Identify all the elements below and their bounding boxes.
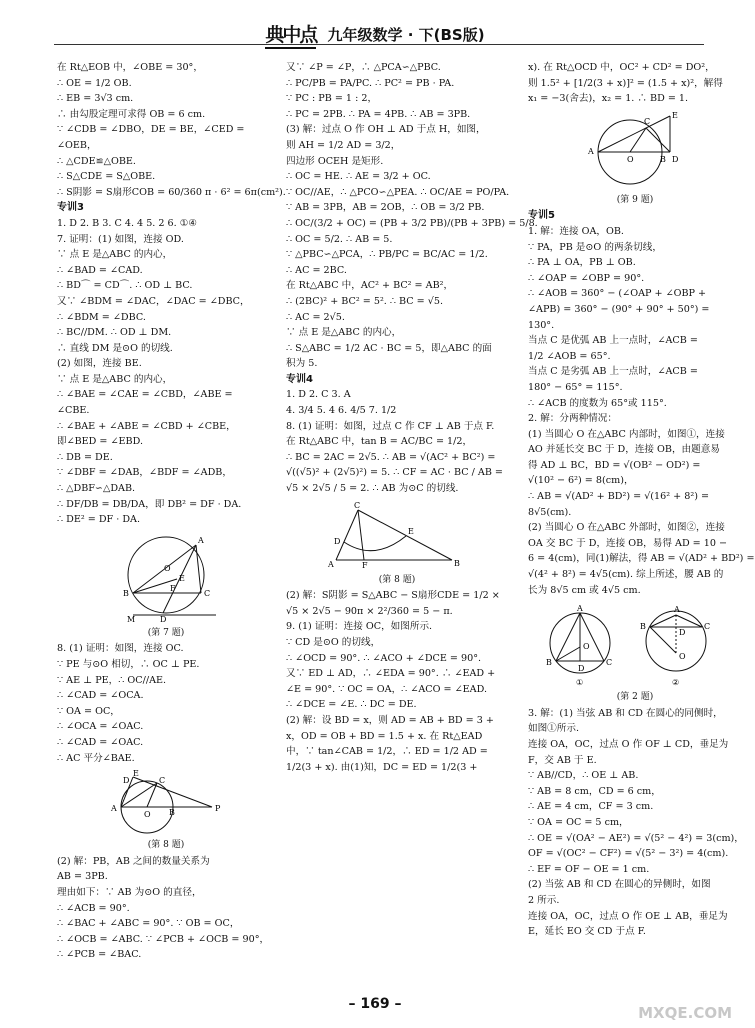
column-3: [528, 60, 755, 940]
label-E: E: [672, 110, 678, 120]
text-line: (2) 当圆心 O 在△ABC 外部时，如图②，连接: [528, 522, 725, 534]
text-line: ∴ AC = 2BC.: [286, 264, 347, 276]
text-line: ∴ ∠OCB = ∠ABC. ∵ ∠PCB + ∠OCB = 90°，: [57, 933, 270, 945]
figure-caption: (第 9 题): [616, 194, 654, 205]
text-line: ∴ ∠CAD = ∠OCA.: [57, 690, 144, 702]
text-line: 如图①所示.: [528, 723, 580, 735]
label-B: B: [546, 658, 552, 668]
text-line: ∵ AB//CD，∴ OE ⊥ AB.: [528, 770, 639, 782]
text-line: ∴ DF/DB = DB/DA，即 DB² = DF · DA.: [57, 498, 242, 510]
text-line: 则 AH = 1/2 AD = 3/2，: [286, 139, 401, 151]
text-line: ∴ ∠BAE = ∠CAE = ∠CBD，∠ABE =: [57, 389, 233, 401]
text-line: ∴ △DBF∽△DAB.: [57, 483, 136, 495]
label-C: C: [159, 776, 166, 786]
book-title: 九年级数学 · 下(BS版): [327, 26, 485, 44]
text-line: 在 Rt△ABC 中，AC² + BC² = AB²，: [286, 280, 454, 292]
text-line: 则 1.5² + [1/2(3 + x)]² = (1.5 + x)²，解得: [528, 77, 723, 89]
text-line: AB = 3PB.: [57, 871, 108, 883]
text-line: ∴ OE = √(OA² − AE²) = √(5² − 4²) = 3(cm)，: [528, 832, 744, 844]
label-A: A: [328, 559, 334, 569]
text-line: x₁ = −3(舍去)，x₂ = 1. ∴ BD = 1.: [528, 93, 689, 105]
figure-caption: (第 7 题): [147, 627, 185, 638]
label-O: O: [583, 642, 590, 652]
text-line: ∴ ∠OCA = ∠OAC.: [57, 721, 144, 733]
text-line: ∵ 点 E 是△ABC 的内心，: [57, 249, 173, 261]
text-line: 6 = 4(cm)，同(1)解法，得 AB = √(AD² + BD²) =: [528, 553, 755, 565]
text-line: ∴ OC = 5/2. ∴ AB = 5.: [286, 233, 393, 245]
text-line: ∴ AB = √(AD² + BD²) = √(16² + 8²) =: [528, 491, 710, 503]
text-line: ∴ OE = 1/2 OB.: [57, 77, 132, 89]
text-line: ∵ △PBC∽△PCA，∴ PB/PC = BC/AC = 1/2.: [286, 249, 488, 261]
text-line: ∴ S△ABC = 1/2 AC · BC = 5，即△ABC 的面: [286, 342, 492, 354]
label-A: A: [111, 804, 117, 814]
label-C: C: [704, 622, 711, 632]
text-line: ∵ 点 E 是△ABC 的内心，: [57, 373, 173, 385]
text-line: ∴ ∠BAE + ∠ABE = ∠CBD + ∠CBE，: [57, 420, 236, 432]
text-line: 又∵ ED ⊥ AD，∴ ∠EDA = 90°. ∴ ∠EAD +: [286, 668, 496, 680]
text-line: 1. 解：连接 OA，OB.: [528, 225, 624, 237]
text-line: ∴ AE = 4 cm，CF = 3 cm.: [528, 801, 654, 813]
label-D: D: [578, 664, 585, 674]
text-line: ∴ ∠PCB = ∠BAC.: [57, 949, 142, 961]
text-line: (2) 如图，连接 BE.: [57, 358, 142, 370]
text-line: OF = √(OC² − CF²) = √(5² − 3²) = 4(cm).: [528, 848, 729, 860]
watermark: MXQE.COM: [638, 1004, 732, 1022]
text-line: 1/2(3 + x). 由(1)知，DC = ED = 1/2(3 +: [286, 761, 478, 773]
text-line: ∠APB) = 360° − (90° + 90° + 50°) =: [528, 303, 710, 315]
text-line: x). 在 Rt△OCD 中，OC² + CD² = DO²，: [528, 62, 715, 73]
label-E: E: [179, 573, 185, 583]
text-line: (2) 解：PB，AB 之间的数量关系为: [57, 855, 210, 867]
text-line: 连接 OA，OC，过点 O 作 OE ⊥ AB，垂足为: [528, 910, 728, 922]
text-line: 连接 OA，OC，过点 O 作 OF ⊥ CD，垂足为: [528, 739, 729, 750]
label-B: B: [454, 558, 460, 568]
text-line: 四边形 OCEH 是矩形.: [286, 155, 384, 167]
text-line: ∴ BD⌒ = CD⌒. ∴ OD ⊥ BC.: [57, 280, 193, 292]
text-line: ∵ PC : PB = 1 : 2，: [286, 93, 378, 105]
text-line: ∵ AE ⊥ PE，∴ OC//AE.: [57, 674, 167, 686]
text-line: ∵ PE 与⊙O 相切，∴ OC ⊥ PE.: [57, 659, 200, 670]
text-line: ∴ EB = 3√3 cm.: [57, 93, 134, 105]
label-A: A: [588, 146, 594, 156]
text-line: OA 交 BC 于 D，连接 OB，易得 AD = 10 −: [528, 537, 728, 549]
text-line: x，OD = OB + BD = 1.5 + x. 在 Rt△EAD: [286, 730, 483, 742]
text-line: ∴ DE² = DF · DA.: [57, 514, 140, 526]
text-line: √(10² − 6²) = 8(cm)，: [528, 475, 634, 487]
label-C: C: [644, 116, 651, 126]
text-line: ∴ ∠BDM = ∠DBC.: [57, 311, 146, 323]
text-line: ∵ OC//AE，∴ △PCO∽△PEA. ∴ OC/AE = PO/PA.: [286, 186, 510, 198]
figure-sub-label: ①: [576, 678, 584, 688]
text-line: √(4² + 8²) = 4√5(cm). 综上所述，腰 AB 的: [528, 569, 724, 581]
text-line: 又∵ ∠BDM = ∠DAC，∠DAC = ∠DBC，: [57, 295, 250, 307]
label-B: B: [660, 154, 666, 164]
text-line: (2) 解：S阴影 = S△ABC − S扇形CDE = 1/2 ×: [286, 590, 500, 602]
text-line: (3) 解：过点 O 作 OH ⊥ AD 于点 H，如图，: [286, 124, 486, 136]
text-line: ∴ ∠CAD = ∠OAC.: [57, 736, 144, 748]
text-line: F，交 AB 于 E.: [528, 754, 597, 766]
text-line: ∴ OC/(3/2 + OC) = (PB + 3/2 PB)/(PB + 3PB) = 5/8.: [286, 217, 538, 229]
text-line: ∠OEB，: [57, 139, 97, 151]
text-line: ∴ OC = HE. ∴ AE = 3/2 + OC.: [286, 171, 431, 183]
text-line: ∵ OA = OC = 5 cm，: [528, 816, 629, 828]
text-line: 130°.: [528, 319, 555, 331]
label-A: A: [577, 604, 583, 614]
text-line: 理由如下：∵ AB 为⊙O 的直径，: [57, 886, 202, 898]
text-line: ∴ AC 平分∠BAE.: [57, 752, 135, 764]
text-line: 中，∵ tan∠CAB = 1/2，∴ ED = 1/2 AD =: [286, 746, 488, 758]
figure-q9: [558, 110, 708, 190]
text-line: ∴ DB = DE.: [57, 451, 113, 463]
figure-sub-label: ②: [672, 678, 680, 688]
text-line: 在 Rt△EOB 中，∠OBE = 30°，: [57, 62, 203, 73]
text-line: √5 × 2√5 − 90π × 2²/360 = 5 − π.: [286, 605, 453, 617]
text-line: ∵ PA，PB 是⊙O 的两条切线，: [528, 241, 662, 253]
text-line: 积为 5.: [286, 358, 318, 370]
text-line: ∴ ∠ACB 的度数为 65°或 115°.: [528, 397, 667, 409]
label-O: O: [627, 154, 634, 164]
label-M: M: [127, 614, 136, 624]
text-line: ∴ ∠DCE = ∠E. ∴ DC = DE.: [286, 699, 417, 711]
text-line: (1) 当圆心 O 在△ABC 内部时，如图①，连接: [528, 428, 725, 440]
header-rule: [54, 44, 704, 45]
text-line: ∴ ∠ACB = 90°.: [57, 902, 130, 914]
text-line: ∴ PA ⊥ OA，PB ⊥ OB.: [528, 257, 636, 269]
section-heading: 专训3: [57, 202, 84, 214]
text-line: ∠E = 90°. ∵ OC = OA，∴ ∠ACO = ∠EAD.: [286, 683, 488, 695]
text-line: ∴ BC//DM. ∴ OD ⊥ DM.: [57, 327, 172, 339]
text-line: ∵ ∠DBF = ∠DAB，∠BDF = ∠ADB，: [57, 467, 232, 479]
text-line: 1. D 2. B 3. C 4. 4 5. 2 6. ①④: [57, 217, 197, 229]
text-line: ∴ (2BC)² + BC² = 5². ∴ BC = √5.: [286, 295, 444, 307]
text-line: 8. (1) 证明：如图，连接 OC.: [57, 643, 184, 655]
text-line: (2) 当弦 AB 和 CD 在圆心的异侧时，如图: [528, 879, 711, 891]
label-E: E: [133, 769, 139, 779]
label-D: D: [160, 614, 167, 624]
text-line: ∵ AB = 8 cm，CD = 6 cm，: [528, 785, 661, 797]
text-line: 8√5(cm).: [528, 506, 572, 518]
label-D: D: [123, 776, 130, 786]
figure-q8-b: [324, 500, 474, 570]
figure-caption: (第 2 题): [616, 692, 654, 703]
text-line: ∴ S阴影 = S扇形COB = 60/360 π · 6² = 6π(cm²).: [57, 186, 286, 198]
text-line: ∴ ∠AOB = 360° − (∠OAP + ∠OBP +: [528, 288, 707, 300]
text-line: ∵ OA = OC，: [57, 705, 120, 717]
text-line: ∴ BC = 2AC = 2√5. ∴ AB = √(AC² + BC²) =: [286, 451, 496, 463]
text-line: ∵ AB = 3PB，AB = 2OB，∴ OB = 3/2 PB.: [286, 202, 485, 214]
text-line: 8. (1) 证明：如图，过点 C 作 CF ⊥ AB 于点 F.: [286, 420, 495, 432]
text-line: 4. 3/4 5. 4 6. 4/5 7. 1/2: [286, 405, 397, 417]
label-O: O: [144, 810, 151, 820]
text-line: ∵ ∠CDB = ∠DBO，DE = BE，∠CED =: [57, 124, 245, 136]
text-line: 在 Rt△ABC 中，tan B = AC/BC = 1/2，: [286, 436, 473, 448]
figure-q8-a: [87, 769, 247, 835]
text-line: ∴ ∠BAD = ∠CAD.: [57, 264, 143, 276]
text-line: ∴ EF = OF − OE = 1 cm.: [528, 863, 650, 875]
text-line: √5 × 2√5 / 5 = 2. ∴ AB 为⊙C 的切线.: [286, 483, 459, 495]
figure-q2: [528, 601, 728, 687]
label-D: D: [679, 628, 686, 638]
label-C: C: [606, 658, 613, 668]
text-line: ∴ PC/PB = PA/PC. ∴ PC² = PB · PA.: [286, 77, 455, 89]
label-E: E: [408, 526, 414, 536]
label-F: F: [362, 560, 368, 570]
text-line: ∠CBE.: [57, 405, 90, 417]
text-line: ∴ ∠BAC + ∠ABC = 90°. ∵ OB = OC，: [57, 918, 240, 930]
label-P: P: [215, 804, 221, 814]
text-line: 2 所示.: [528, 894, 560, 906]
text-line: ∴ 直线 DM 是⊙O 的切线.: [57, 342, 173, 354]
text-line: 即∠BED = ∠EBD.: [57, 436, 144, 448]
text-line: √((√5)² + (2√5)²) = 5. ∴ CF = AC · BC / AB =: [286, 467, 503, 479]
label-D: D: [334, 536, 341, 546]
text-line: 9. (1) 证明：连接 OC，如图所示.: [286, 621, 433, 633]
figure-q7: [91, 531, 241, 623]
text-line: 当点 C 是劣弧 AB 上一点时，∠ACB =: [528, 366, 698, 378]
column-1: [57, 60, 286, 963]
text-line: 得 AD ⊥ BC，BD = √(OB² − OD²) =: [528, 459, 701, 471]
label-C: C: [354, 500, 361, 510]
brand-logo: 典中点: [265, 20, 316, 49]
label-D: D: [672, 154, 679, 164]
text-line: 当点 C 是优弧 AB 上一点时，∠ACB =: [528, 335, 698, 347]
text-line: E，延长 EO 交 CD 于点 F.: [528, 926, 646, 938]
section-heading: 专训5: [528, 210, 555, 222]
text-line: ∴ △CDE≌△OBE.: [57, 155, 136, 167]
text-line: 2. 解：分两种情况：: [528, 413, 617, 425]
text-line: AO 并延长交 BC 于 D，连接 OB，由题意易: [528, 444, 720, 456]
text-line: ∴ AC = 2√5.: [286, 311, 345, 323]
text-line: ∴ ∠OCD = 90°. ∴ ∠ACO + ∠DCE = 90°.: [286, 652, 482, 664]
page-number: – 169 –: [348, 996, 402, 1012]
text-line: (2) 解：设 BD = x，则 AD = AB + BD = 3 +: [286, 714, 494, 726]
label-B: B: [123, 588, 129, 598]
label-A: A: [198, 535, 204, 545]
text-line: 3. 解：(1) 当弦 AB 和 CD 在圆心的同侧时，: [528, 707, 723, 719]
label-O: O: [679, 652, 686, 662]
text-line: 7. 证明：(1) 如图，连接 OD.: [57, 233, 184, 245]
text-line: 1/2 ∠AOB = 65°.: [528, 350, 611, 362]
label-B: B: [169, 808, 175, 818]
text-line: ∴ S△CDE = S△OBE.: [57, 171, 156, 183]
text-line: ∴ 由勾股定理可求得 OB = 6 cm.: [57, 108, 206, 120]
label-A: A: [674, 605, 680, 615]
section-heading: 专训4: [286, 373, 313, 385]
text-line: ∴ ∠OAP = ∠OBP = 90°.: [528, 272, 645, 284]
label-B: B: [640, 622, 646, 632]
figure-caption: (第 8 题): [147, 840, 185, 851]
label-F: F: [170, 583, 176, 593]
text-line: 1. D 2. C 3. A: [286, 389, 351, 401]
text-line: 180° − 65° = 115°.: [528, 381, 623, 393]
label-C: C: [204, 588, 211, 598]
column-2: [286, 60, 538, 775]
text-line: ∵ CD 是⊙O 的切线，: [286, 637, 381, 648]
text-line: ∵ 点 E 是△ABC 的内心，: [286, 327, 402, 339]
text-line: ∴ PC = 2PB. ∴ PA = 4PB. ∴ AB = 3PB.: [286, 108, 471, 120]
figure-caption: (第 8 题): [378, 574, 416, 585]
label-O: O: [164, 563, 171, 573]
text-line: 又∵ ∠P = ∠P，∴ △PCA∽△PBC.: [286, 62, 441, 73]
text-line: 长为 8√5 cm 或 4√5 cm.: [528, 584, 641, 596]
